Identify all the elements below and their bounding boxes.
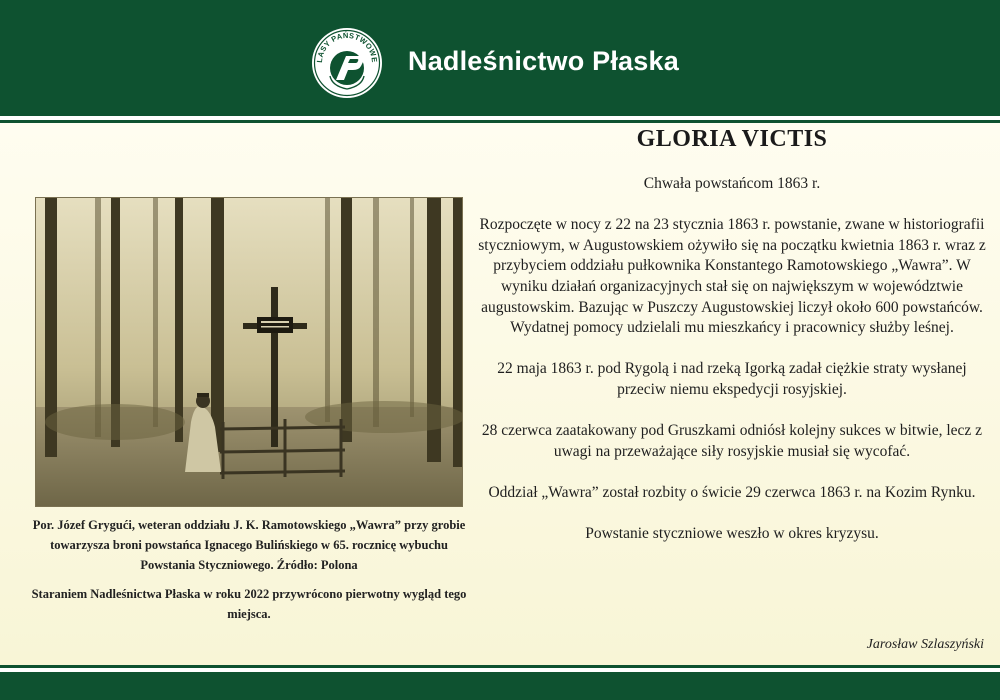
article-paragraph: Chwała powstańcom 1863 r. xyxy=(643,175,821,192)
footer-divider xyxy=(0,665,1000,668)
forest-grave-photo xyxy=(35,197,463,507)
article-paragraph: Rozpoczęte w nocy z 22 na 23 stycznia 1863 r. powstanie, zwane w historiografii styczniowym, w Augustowskiem ożywiło się na początku kwietnia 1863 r. wraz z przybyciem oddziału pułkownika Konstantego Ramotowskiego „Wawra”. W wyniku działań organizacyjnych stał się on największym w województwie augustowskim. Bazując w Puszczy Augustowskiej liczył około 600 powstańców. Wydatnej pomocy udzielali mu mieszkańcy i pracownicy służby leśnej. xyxy=(478,216,986,337)
photo-caption-text: Por. Józef Grygući, weteran oddziału J. K. Ramotowskiego „Wawra” przy grobie towarzysza broni powstańca Ignacego Bulińskiego w 65. rocznicę wybuchu Powstania Styczniowego. Źródło: Polona xyxy=(32,518,466,572)
footer-bar xyxy=(0,672,1000,700)
article-paragraph: Powstanie styczniowe weszło w okres kryzysu. xyxy=(585,525,879,543)
article-paragraph: 22 maja 1863 r. pod Rygolą i nad rzeką Igorką zadał ciężkie straty wysłanej przeciw niemu ekspedycji rosyjskiej. xyxy=(497,360,967,398)
org-name: Nadleśnictwo Płaska xyxy=(408,46,679,76)
lasy-panstwowe-emblem-icon xyxy=(310,26,384,100)
page-title: GLORIA VICTIS xyxy=(636,126,828,152)
author-signature: Jarosław Szlaszyński xyxy=(866,637,984,652)
article-paragraph: Oddział „Wawra” został rozbity o świcie 29 czerwca 1863 r. na Kozim Rynku. xyxy=(488,483,976,501)
historical-photo xyxy=(35,197,463,507)
article-paragraph: 28 czerwca zaatakowany pod Gruszkami odniósł kolejny sukces w bitwie, lecz z uwagi na przeważające siły rosyjskie musiał się wycofać. xyxy=(481,422,983,460)
header-bar xyxy=(0,0,1000,116)
svg-text:LASY PAŃSTWOWE: LASY PAŃSTWOWE xyxy=(314,30,380,64)
restoration-note: Staraniem Nadleśnictwa Płaska w roku 2022 przywrócono pierwotny wygląd tego miejsca. xyxy=(31,587,467,621)
photo-caption xyxy=(30,515,468,624)
article-body xyxy=(478,174,986,565)
